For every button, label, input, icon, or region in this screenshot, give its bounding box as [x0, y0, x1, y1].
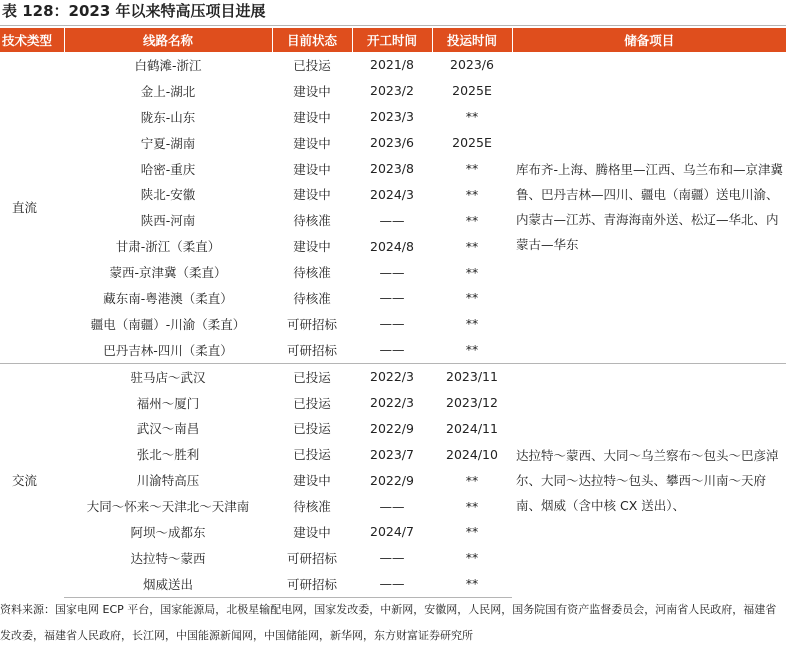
status: 已投运 [293, 447, 331, 463]
line-name: 宁夏-湖南 [140, 135, 196, 151]
start-time: 2022/9 [370, 420, 414, 436]
operation-time: ** [465, 550, 479, 566]
line-name: 武汉～南昌 [136, 421, 200, 437]
line-name: 大同～怀来～天津北～天津南 [86, 499, 250, 515]
start-time: 2021/8 [370, 57, 414, 73]
table-title: 表 128：2023 年以来特高压项目进展 [2, 2, 266, 20]
status: 建设中 [293, 161, 331, 177]
line-name: 藏东南-粤港澳（柔直） [103, 290, 233, 306]
status: 建设中 [293, 83, 331, 99]
line-name: 张北～胜利 [136, 447, 200, 463]
line-name: 达拉特～蒙西 [130, 550, 206, 566]
operation-time: ** [465, 186, 479, 202]
line-name: 巴丹吉林-四川（柔直） [103, 342, 233, 358]
operation-time: 2023/12 [446, 395, 498, 411]
status: 待核准 [293, 213, 331, 229]
table-row [0, 52, 786, 78]
status: 待核准 [293, 499, 331, 515]
operation-time: ** [465, 342, 479, 358]
operation-time: 2025E [452, 83, 492, 99]
line-name: 甘肃-浙江（柔直） [115, 239, 221, 255]
operation-time: ** [465, 290, 479, 306]
start-time: —— [379, 550, 405, 566]
status: 建设中 [293, 187, 331, 203]
reserve-dc: 库布齐-上海、腾格里—江西、乌兰布和—京津冀鲁、巴丹吉林—四川、疆电（南疆）送电川渝、内蒙古—江苏、青海海南外送、松辽—华北、内蒙古—华东 [516, 162, 784, 253]
header-tech-type: 技术类型 [0, 28, 64, 52]
header-status: 目前状态 [272, 28, 352, 52]
operation-time: ** [465, 264, 479, 280]
table-row [0, 363, 786, 389]
status: 建设中 [293, 524, 331, 540]
start-time: 2024/3 [370, 186, 414, 202]
operation-time: ** [465, 212, 479, 228]
start-time: 2023/2 [370, 83, 414, 99]
status: 建设中 [293, 239, 331, 255]
line-name: 川渝特高压 [136, 473, 200, 489]
start-time: —— [379, 316, 405, 332]
operation-time: 2023/11 [432, 363, 512, 389]
status: 建设中 [293, 473, 331, 489]
status: 待核准 [293, 265, 331, 281]
status: 可研招标 [272, 571, 352, 597]
line-name: 福州～厦门 [136, 395, 200, 411]
reserve-ac: 达拉特～蒙西、大同～乌兰察布～包头～巴彦淖尔、大同～达拉特～包头、攀西～川南～天府南、烟威（含中核 CX 送出）、 [512, 363, 786, 597]
start-time: —— [379, 290, 405, 306]
table-header-row [0, 28, 786, 52]
start-time: 2023/8 [370, 161, 414, 176]
line-name: 哈密-重庆 [140, 161, 196, 177]
line-name: 白鹤滩-浙江 [134, 57, 202, 73]
line-name: 疆电（南疆）-川渝（柔直） [90, 316, 246, 332]
start-time: 2023/3 [370, 109, 414, 125]
header-operation-time: 投运时间 [432, 28, 512, 52]
start-time: —— [379, 212, 405, 228]
line-name: 蒙西-京津冀（柔直） [109, 265, 227, 281]
start-time: —— [379, 342, 405, 358]
type-dc: 直流 [12, 200, 38, 216]
start-time: —— [379, 264, 405, 280]
status: 已投运 [272, 363, 352, 389]
operation-time: 2024/10 [446, 446, 498, 462]
header-line-name: 线路名称 [64, 28, 272, 52]
start-time: 2022/9 [370, 472, 414, 488]
status: 可研招标 [286, 342, 337, 358]
line-name: 阿坝～成都东 [130, 524, 206, 540]
header-reserve-projects: 储备项目 [512, 28, 786, 52]
operation-time: ** [465, 109, 479, 125]
start-time: —— [379, 498, 405, 514]
status: 已投运 [293, 421, 331, 437]
status: 已投运 [293, 395, 331, 411]
status: 建设中 [293, 109, 331, 125]
start-time: 2023/7 [370, 446, 414, 462]
line-name: 陕西-河南 [140, 213, 196, 229]
start-time: 2023/6 [370, 135, 414, 151]
operation-time: ** [465, 472, 479, 488]
status: 可研招标 [286, 550, 337, 566]
status: 建设中 [293, 135, 331, 151]
header-start-time: 开工时间 [352, 28, 432, 52]
status: 已投运 [293, 57, 331, 73]
start-time: 2024/7 [370, 524, 414, 540]
line-name: 陇东-山东 [140, 109, 196, 125]
start-time: 2024/8 [370, 238, 414, 254]
line-name: 金上-湖北 [140, 83, 196, 99]
operation-time: ** [465, 316, 479, 332]
title-divider [0, 25, 786, 26]
operation-time: ** [465, 161, 479, 176]
operation-time: ** [432, 571, 512, 597]
status: 待核准 [293, 290, 331, 306]
operation-time: 2025E [452, 135, 492, 151]
start-time: —— [352, 571, 432, 597]
source-note: 资料来源：国家电网 ECP 平台，国家能源局，北极星输配电网，国家发改委，中新网，安徽网，人民网，国务院国有资产监督委员会，河南省人民政府，福建省发改委，福建省人民政府，长江网，中国能源新闻网，中国储能网，新华网，东方财富证券研究所 [0, 603, 777, 642]
operation-time: ** [465, 524, 479, 540]
project-table [0, 28, 786, 598]
operation-time: ** [465, 238, 479, 254]
line-name: 驻马店～武汉 [64, 363, 272, 389]
start-time: 2022/3 [352, 363, 432, 389]
operation-time: 2024/11 [446, 420, 498, 436]
line-name: 陕北-安徽 [140, 187, 196, 203]
operation-time: 2023/6 [450, 57, 494, 73]
line-name: 烟威送出 [64, 571, 272, 597]
start-time: 2022/3 [370, 395, 414, 411]
status: 可研招标 [286, 316, 337, 332]
type-ac: 交流 [0, 363, 64, 597]
operation-time: ** [465, 498, 479, 514]
